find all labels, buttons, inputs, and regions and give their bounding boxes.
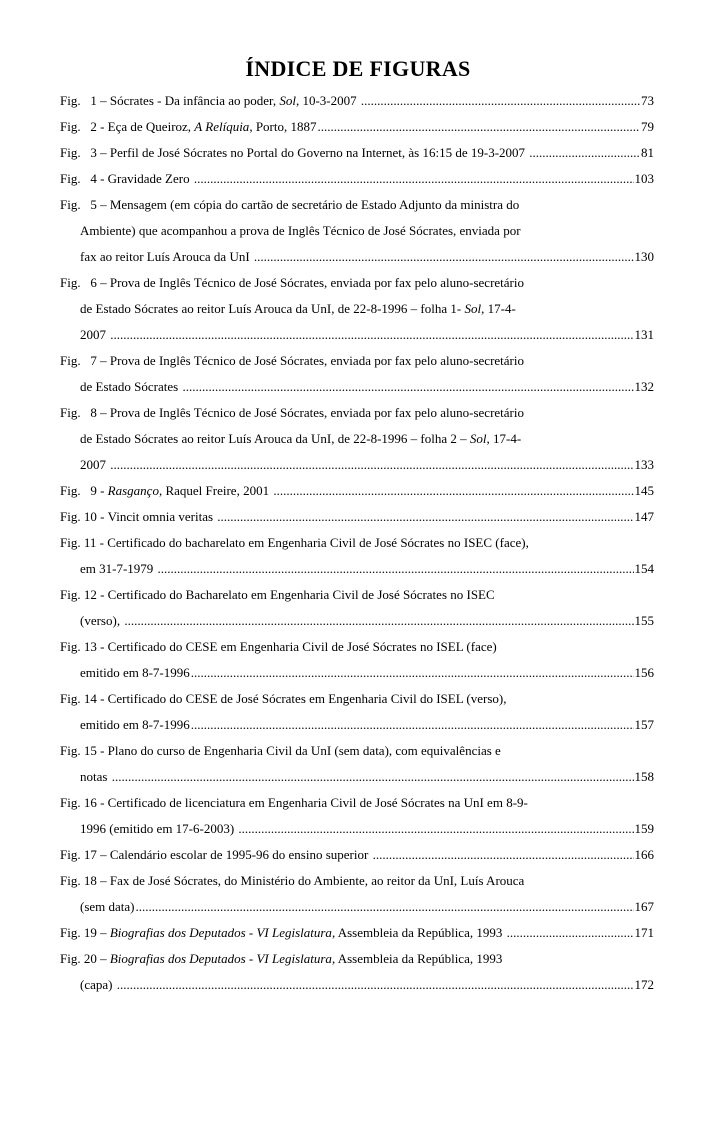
- dot-leader: [273, 478, 633, 504]
- figure-entry: [60, 166, 654, 192]
- page-number: 157: [634, 717, 654, 732]
- page-number: 79: [641, 119, 654, 134]
- page-number: 103: [634, 171, 654, 186]
- figure-number: Fig. 4 -: [60, 171, 108, 186]
- figure-number: Fig. 12 -: [60, 587, 108, 602]
- entry-first-line: [60, 738, 654, 764]
- entry-text: Ambiente) que acompanhou a prova de Inglês Técnico de José Sócrates, enviada por: [80, 223, 521, 238]
- figure-entry: [60, 504, 654, 530]
- figure-entry: [60, 478, 654, 504]
- entry-text: Fax de José Sócrates, do Ministério do Ambiente, ao reitor da UnI, Luís Arouca: [109, 873, 525, 888]
- page-number: 171: [634, 925, 654, 940]
- entry-first-line: [60, 140, 654, 166]
- page-number: 132: [634, 379, 654, 394]
- figure-entry: [60, 946, 654, 998]
- entry-text: 1996 (emitido em 17-6-2003): [80, 821, 238, 836]
- figure-number: Fig. 13 -: [60, 639, 108, 654]
- page-number: 147: [634, 509, 654, 524]
- figure-number: Fig. 6 –: [60, 275, 110, 290]
- entry-text: , 10-3-2007: [295, 93, 360, 108]
- entry-text: emitido em 8-7-1996: [80, 717, 190, 732]
- page-number: 131: [634, 327, 654, 342]
- entry-continuation-line: [60, 426, 654, 452]
- entry-text: de Estado Sócrates ao reitor Luís Arouca da UnI, de 22-8-1996 – folha 2 –: [80, 431, 470, 446]
- entry-text: Vincit omnia veritas: [107, 509, 217, 524]
- entry-title-italic: A Relíquia: [194, 119, 250, 134]
- entry-text: Certificado do bacharelato em Engenharia Civil de José Sócrates no ISEC (face),: [107, 535, 529, 550]
- page-number: 73: [641, 93, 654, 108]
- entry-first-line: [60, 88, 654, 114]
- dot-leader: [217, 504, 633, 530]
- page-number: 155: [634, 613, 654, 628]
- dot-leader: [110, 452, 633, 478]
- figure-index-list: [60, 88, 654, 998]
- dot-leader: [373, 842, 634, 868]
- entry-text: Prova de Inglês Técnico de José Sócrates, enviada por fax pelo aluno-secretário: [109, 405, 525, 420]
- entry-first-line: [60, 634, 654, 660]
- page-number: 167: [634, 899, 654, 914]
- figure-number: Fig. 9 -: [60, 483, 108, 498]
- entry-first-line: [60, 868, 654, 894]
- page-number: 156: [634, 665, 654, 680]
- entry-text: notas: [80, 769, 111, 784]
- entry-first-line: [60, 348, 654, 374]
- entry-text: Prova de Inglês Técnico de José Sócrates, enviada por fax pelo aluno-secretário: [109, 275, 525, 290]
- figure-entry: [60, 530, 654, 582]
- entry-first-line: [60, 400, 654, 426]
- dot-leader: [194, 166, 634, 192]
- dot-leader: [136, 894, 634, 920]
- entry-title-italic: Sol: [279, 93, 296, 108]
- entry-continuation-line: [60, 452, 654, 478]
- entry-text: de Estado Sócrates: [80, 379, 182, 394]
- entry-text: Certificado do Bacharelato em Engenharia Civil de José Sócrates no ISEC: [107, 587, 495, 602]
- figure-number: Fig. 18 –: [60, 873, 110, 888]
- figure-number: Fig. 10 -: [60, 509, 108, 524]
- dot-leader: [507, 920, 634, 946]
- entry-text: em 31-7-1979: [80, 561, 157, 576]
- page-number: 166: [634, 847, 654, 862]
- entry-first-line: [60, 920, 654, 946]
- entry-title-italic: Sol: [469, 431, 487, 446]
- figure-number: Fig. 16 -: [60, 795, 108, 810]
- entry-first-line: [60, 114, 654, 140]
- entry-text: Mensagem (em cópia do cartão de secretário de Estado Adjunto da ministra do: [109, 197, 520, 212]
- dot-leader: [110, 322, 633, 348]
- entry-continuation-line: [60, 244, 654, 270]
- entry-continuation-line: [60, 712, 654, 738]
- entry-text: 2007: [80, 457, 110, 472]
- entry-text: , Assembleia da República, 1993: [331, 925, 506, 940]
- entry-title-italic: Sol: [464, 301, 482, 316]
- figure-entry: [60, 868, 654, 920]
- entry-text: , Assembleia da República, 1993: [331, 951, 503, 966]
- dot-leader: [182, 374, 633, 400]
- dot-leader: [191, 660, 634, 686]
- figure-entry: [60, 348, 654, 400]
- page-number: 133: [634, 457, 654, 472]
- figure-entry: [60, 842, 654, 868]
- figure-number: Fig. 2 -: [60, 119, 108, 134]
- figure-entry: [60, 790, 654, 842]
- entry-first-line: [60, 270, 654, 296]
- entry-continuation-line: [60, 218, 654, 244]
- figure-entry: [60, 192, 654, 270]
- entry-text: fax ao reitor Luís Arouca da UnI: [80, 249, 253, 264]
- dot-leader: [254, 244, 634, 270]
- figure-number: Fig. 17 –: [60, 847, 110, 862]
- entry-text: emitido em 8-7-1996: [80, 665, 190, 680]
- page-number: 154: [634, 561, 654, 576]
- entry-first-line: [60, 530, 654, 556]
- entry-text: Eça de Queiroz,: [107, 119, 195, 134]
- figure-entry: [60, 114, 654, 140]
- page-number: 145: [634, 483, 654, 498]
- entry-text: 2007: [80, 327, 110, 342]
- dot-leader: [158, 556, 634, 582]
- entry-first-line: [60, 582, 654, 608]
- entry-text: (capa): [80, 977, 116, 992]
- entry-text: Calendário escolar de 1995-96 do ensino superior: [109, 847, 372, 862]
- page-number: 159: [634, 821, 654, 836]
- dot-leader: [124, 608, 633, 634]
- dot-leader: [317, 114, 640, 140]
- entry-first-line: [60, 946, 654, 972]
- figure-number: Fig. 15 -: [60, 743, 108, 758]
- dot-leader: [361, 88, 640, 114]
- dot-leader: [191, 712, 634, 738]
- entry-title-italic: Biografias dos Deputados - VI Legislatura: [109, 925, 332, 940]
- entry-text: Perfil de José Sócrates no Portal do Governo na Internet, às 16:15 de 19-3-2007: [109, 145, 529, 160]
- entry-continuation-line: [60, 816, 654, 842]
- figure-number: Fig. 20 –: [60, 951, 110, 966]
- entry-first-line: [60, 686, 654, 712]
- figure-number: Fig. 19 –: [60, 925, 110, 940]
- entry-first-line: [60, 192, 654, 218]
- entry-text: , 17-4-: [481, 301, 516, 316]
- entry-text: Certificado do CESE em Engenharia Civil de José Sócrates no ISEL (face): [107, 639, 497, 654]
- entry-first-line: [60, 842, 654, 868]
- figure-entry: [60, 140, 654, 166]
- entry-continuation-line: [60, 296, 654, 322]
- page-number: 130: [634, 249, 654, 264]
- page-number: 158: [634, 769, 654, 784]
- entry-text: , Porto, 1887: [249, 119, 317, 134]
- figure-entry: [60, 634, 654, 686]
- entry-first-line: [60, 790, 654, 816]
- figure-number: Fig. 1 –: [60, 93, 110, 108]
- entry-first-line: [60, 504, 654, 530]
- entry-continuation-line: [60, 764, 654, 790]
- entry-continuation-line: [60, 608, 654, 634]
- figure-number: Fig. 11 -: [60, 535, 108, 550]
- figure-number: Fig. 3 –: [60, 145, 110, 160]
- figure-number: Fig. 8 –: [60, 405, 110, 420]
- page-title: ÍNDICE DE FIGURAS: [245, 56, 471, 81]
- entry-first-line: [60, 478, 654, 504]
- figure-number: Fig. 14 -: [60, 691, 108, 706]
- figure-entry: [60, 400, 654, 478]
- figure-entry: [60, 270, 654, 348]
- dot-leader: [529, 140, 640, 166]
- figure-entry: [60, 686, 654, 738]
- entry-first-line: [60, 166, 654, 192]
- dot-leader: [117, 972, 634, 998]
- entry-continuation-line: [60, 374, 654, 400]
- entry-text: , 17-4-: [486, 431, 522, 446]
- entry-text: (sem data): [80, 899, 135, 914]
- entry-continuation-line: [60, 972, 654, 998]
- figure-entry: [60, 920, 654, 946]
- page-number: 172: [634, 977, 654, 992]
- dot-leader: [112, 764, 634, 790]
- entry-text: Sócrates - Da infância ao poder,: [109, 93, 280, 108]
- entry-continuation-line: [60, 894, 654, 920]
- figure-entry: [60, 738, 654, 790]
- entry-title-italic: Rasganço: [107, 483, 159, 498]
- entry-text: Certificado de licenciatura em Engenharia Civil de José Sócrates na UnI em 8-9-: [107, 795, 528, 810]
- entry-title-italic: Biografias dos Deputados - VI Legislatura: [109, 951, 332, 966]
- entry-text: Gravidade Zero: [107, 171, 193, 186]
- entry-text: Prova de Inglês Técnico de José Sócrates, enviada por fax pelo aluno-secretário: [109, 353, 525, 368]
- figure-entry: [60, 582, 654, 634]
- entry-continuation-line: [60, 660, 654, 686]
- entry-continuation-line: [60, 556, 654, 582]
- figure-entry: [60, 88, 654, 114]
- entry-continuation-line: [60, 322, 654, 348]
- entry-text: Plano do curso de Engenharia Civil da UnI (sem data), com equivalências e: [107, 743, 501, 758]
- dot-leader: [238, 816, 633, 842]
- entry-text: , Raquel Freire, 2001: [158, 483, 273, 498]
- entry-text: Certificado do CESE de José Sócrates em Engenharia Civil do ISEL (verso),: [107, 691, 507, 706]
- page-number: 81: [641, 145, 654, 160]
- entry-text: de Estado Sócrates ao reitor Luís Arouca da UnI, de 22-8-1996 – folha 1-: [80, 301, 465, 316]
- figure-number: Fig. 7 –: [60, 353, 110, 368]
- figure-number: Fig. 5 –: [60, 197, 110, 212]
- entry-text: (verso),: [80, 613, 124, 628]
